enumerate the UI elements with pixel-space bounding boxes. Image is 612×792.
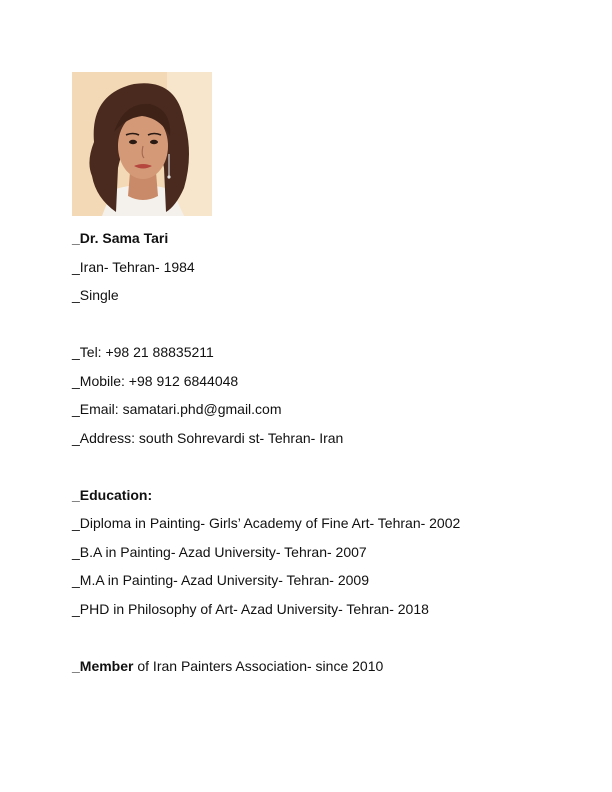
profile-photo: [72, 72, 212, 216]
name: _Dr. Sama Tari: [72, 230, 169, 246]
origin: _Iran- Tehran- 1984: [72, 259, 195, 275]
membership-text: of Iran Painters Association- since 2010: [133, 658, 384, 674]
education-item: _M.A in Painting- Azad University- Tehran- 2009: [72, 572, 370, 588]
address: _Address: south Sohrevardi st- Tehran- Iran: [72, 430, 344, 446]
education-item: _Diploma in Painting- Girls’ Academy of Fine Art- Tehran- 2002: [72, 515, 461, 531]
education-heading: _Education:: [72, 487, 153, 503]
education-item: _PHD in Philosophy of Art- Azad University- Tehran- 2018: [72, 601, 429, 617]
telephone: _Tel: +98 21 88835211: [72, 344, 214, 360]
marital-status: _Single: [72, 287, 119, 303]
email: _Email: samatari.phd@gmail.com: [72, 401, 282, 417]
membership: [72, 658, 383, 674]
mobile: _Mobile: +98 912 6844048: [72, 373, 239, 389]
education-item: _B.A in Painting- Azad University- Tehran- 2007: [72, 544, 367, 560]
membership-label: _Member: [72, 658, 134, 674]
